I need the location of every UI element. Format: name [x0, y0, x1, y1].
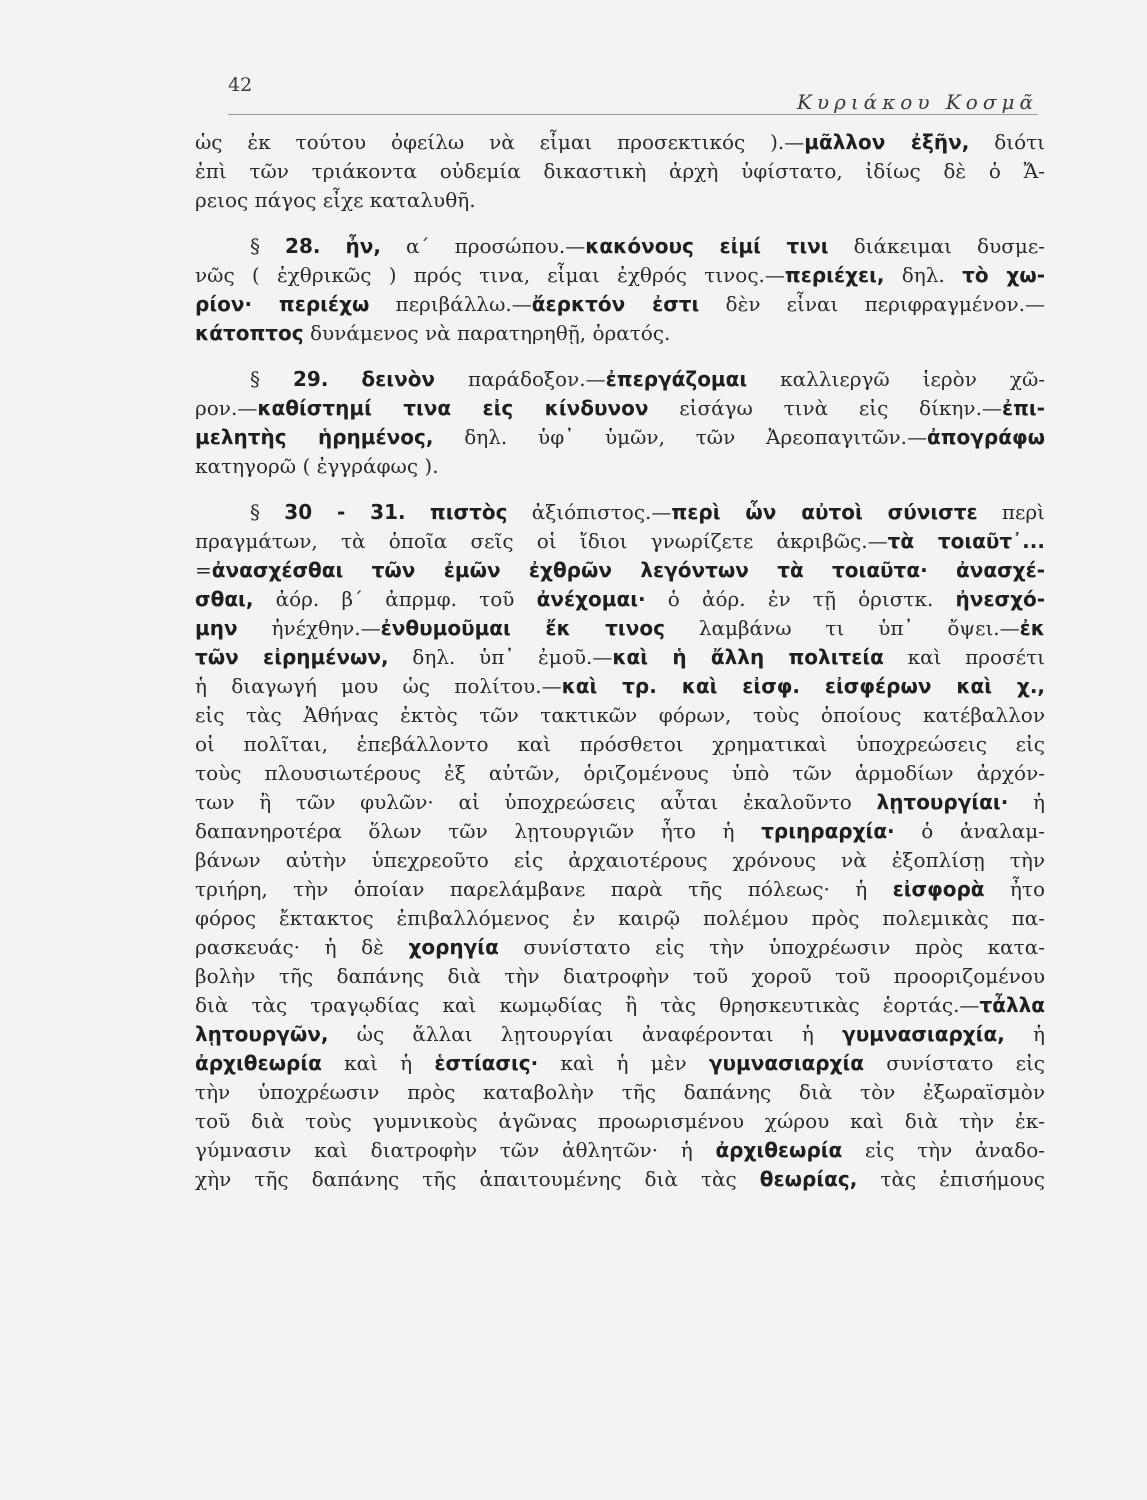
gloss-text: λαμβάνω τι ὑπ᾽ ὄψει.— [664, 616, 1020, 640]
text-line [195, 157, 1045, 186]
lemma-term: χορηγία [408, 935, 499, 959]
gloss-text: ρειος πάγος εἶχε καταλυθῆ. [195, 188, 476, 212]
gloss-text: δηλ. ὑπ᾽ ἐμοῦ.— [388, 645, 613, 669]
gloss-text: ρον.— [195, 396, 258, 420]
gloss-text: δαπανηροτέρα ὅλων τῶν λῃτουργιῶν ἦτο ἡ [195, 819, 762, 843]
lemma-term: ἠνεσχό- [955, 587, 1046, 611]
gloss-text: εἰς τὴν ἀναδο- [842, 1138, 1045, 1162]
text-line [195, 319, 1045, 348]
text-line [195, 788, 1045, 817]
text-line [195, 556, 1045, 585]
gloss-text: φόρος ἔκτακτος ἐπιβαλλόμενος ἐν καιρῷ πολέμου πρὸς πολεμικὰς πα- [195, 906, 1045, 930]
commentary-text [195, 128, 1045, 1194]
running-head: Κυριάκου Κοσμᾶ [796, 90, 1038, 114]
lemma-term: ρίον· περιέχω [195, 292, 370, 316]
text-line [195, 394, 1045, 423]
gloss-text: ὡς ἄλλαι λῃτουργίαι ἀναφέρονται ἡ [328, 1022, 843, 1046]
text-line [195, 730, 1045, 759]
lemma-term: γυμνασιαρχία [708, 1051, 864, 1075]
gloss-text: οἱ πολῖται, ἐπεβάλλοντο καὶ πρόσθετοι χρηματικαὶ ὑποχρεώσεις εἰς [195, 732, 1045, 756]
gloss-text: § [250, 500, 285, 524]
lemma-term: λῃτουργῶν, [195, 1022, 329, 1046]
text-line [195, 759, 1045, 788]
text-line [195, 1020, 1045, 1049]
text-line [195, 585, 1045, 614]
gloss-text: γύμνασιν καὶ διατροφὴν τῶν ἀθλητῶν· ἡ [195, 1138, 716, 1162]
gloss-text: ἡ [1008, 790, 1045, 814]
gloss-text: ὁ ἀναλαμ- [894, 819, 1045, 843]
gloss-text: χὴν τῆς δαπάνης τῆς ἀπαιτουμένης διὰ τὰς [195, 1167, 760, 1191]
gloss-text: διὰ τὰς τραγῳδίας καὶ κωμῳδίας ἢ τὰς θρησκευτικὰς ἑορτάς.— [195, 993, 980, 1017]
lemma-term: κακόνους εἰμί τινι [585, 234, 829, 258]
text-line [195, 875, 1045, 904]
text-line [195, 232, 1045, 261]
text-line [195, 527, 1045, 556]
gloss-text: ἦτο [984, 877, 1045, 901]
gloss-text: διάκειμαι δυσμε- [828, 234, 1046, 258]
gloss-text: ἀόρ. β΄ ἀπρμφ. τοῦ [253, 587, 537, 611]
gloss-text: καὶ ἡ μὲν [538, 1051, 709, 1075]
gloss-text: = [195, 558, 212, 582]
gloss-text: περὶ [977, 500, 1045, 524]
text-line [195, 846, 1045, 875]
lemma-term: ἐνθυμοῦμαι ἔκ τινος [380, 616, 665, 640]
gloss-text: περιβάλλω.— [369, 292, 532, 316]
lemma-term: ἀπογράφω [926, 425, 1045, 449]
text-line [195, 365, 1045, 394]
lemma-term: ἀρχιθεωρία [195, 1051, 322, 1075]
lemma-term: περιέχει, [784, 263, 885, 287]
gloss-text: νῶς ( ἐχθρικῶς ) πρός τινα, εἶμαι ἐχθρός τινος.— [195, 263, 785, 287]
gloss-text [328, 367, 361, 391]
text-line [195, 1136, 1045, 1165]
lemma-term: λῃτουργίαι· [876, 790, 1009, 814]
lemma-term: σθαι, [195, 587, 254, 611]
gloss-text: καὶ ἡ [321, 1051, 435, 1075]
gloss-text: § [250, 234, 286, 258]
text-line [195, 261, 1045, 290]
lemma-term: ἦν, [345, 234, 381, 258]
gloss-text: βάνων αὐτὴν ὑπεχρεοῦτο εἰς ἀρχαιοτέρους χρόνους νὰ ἐξοπλίσῃ τὴν [195, 848, 1045, 872]
lemma-term: ἐπεργάζομαι [605, 367, 748, 391]
gloss-text: καλλιεργῶ ἱερὸν χῶ- [747, 367, 1046, 391]
text-line [195, 614, 1045, 643]
lemma-term: τὸ χω- [962, 263, 1045, 287]
lemma-term: καθίστημί τινα εἰς κίνδυνον [257, 396, 649, 420]
gloss-text: κατηγορῶ ( ἐγγράφως ). [195, 454, 439, 478]
gloss-text: παράδοξον.— [435, 367, 606, 391]
lemma-term: ἄερκτόν ἐστι [531, 292, 700, 316]
text-line [195, 701, 1045, 730]
gloss-text: διότι [969, 130, 1046, 154]
lemma-term: γυμνασιαρχία, [842, 1022, 1005, 1046]
gloss-text: των ἢ τῶν φυλῶν· αἱ ὑποχρεώσεις αὗται ἐκαλοῦντο [195, 790, 877, 814]
text-line [195, 1165, 1045, 1194]
lemma-term: μην [195, 616, 238, 640]
gloss-text: ρασκευάς· ἡ δὲ [195, 935, 409, 959]
gloss-text: δηλ. [884, 263, 963, 287]
lemma-term: ἐπι- [1001, 396, 1045, 420]
gloss-text: συνίστατο εἰς τὴν ὑποχρέωσιν πρὸς κατα- [498, 935, 1046, 959]
gloss-text [406, 500, 430, 524]
text-line [195, 498, 1045, 527]
lemma-term: τριηραρχία· [761, 819, 895, 843]
gloss-text: εἰς τὰς Ἀθήνας ἐκτὸς τῶν τακτικῶν φόρων, τοὺς ὁποίους κατέβαλλον [195, 703, 1045, 727]
gloss-text: ἐπὶ τῶν τριάκοντα οὐδεμία δικαστικὴ ἀρχὴ ὑφίστατο, ἰδίως δὲ ὁ Ἄ- [195, 159, 1045, 183]
gloss-text: πραγμάτων, τὰ ὁποῖα σεῖς οἱ ἴδιοι γνωρίζετε ἀκριβῶς.— [195, 529, 888, 553]
lemma-term: 30 - 31. [284, 500, 406, 524]
text-line [195, 1049, 1045, 1078]
gloss-text: εἰσάγω τινὰ εἰς δίκην.— [648, 396, 1002, 420]
text-line [195, 817, 1045, 846]
lemma-term: δεινὸν [361, 367, 436, 391]
gloss-text: ἠνέχθην.— [237, 616, 381, 640]
text-line [195, 290, 1045, 319]
text-line [195, 423, 1045, 452]
gloss-text: § [250, 367, 293, 391]
text-line [195, 672, 1045, 701]
lemma-term: περὶ ὧν αὐτοὶ σύνιστε [671, 500, 978, 524]
gloss-text: δηλ. ὑφ᾽ ὑμῶν, τῶν Ἀρεοπαγιτῶν.— [433, 425, 927, 449]
lemma-term: καὶ ἡ ἄλλη πολιτεία [612, 645, 884, 669]
gloss-text: ἀξιόπιστος.— [507, 500, 672, 524]
gloss-text: τοὺς πλουσιωτέρους ἐξ αὐτῶν, ὁριζομένους ὑπὸ τῶν ἁρμοδίων ἀρχόν- [195, 761, 1045, 785]
lemma-term: ἀρχιθεωρία [715, 1138, 843, 1162]
text-line [195, 991, 1045, 1020]
lemma-term: μελητὴς ἡρημένος, [195, 425, 434, 449]
page-header [228, 68, 1038, 115]
lemma-term: κάτοπτος [195, 321, 304, 345]
gloss-text: ἡ διαγωγή μου ὡς πολίτου.— [195, 674, 562, 698]
gloss-text: δὲν εἶναι περιφραγμένον.— [699, 292, 1045, 316]
gloss-text: τὴν ὑποχρέωσιν πρὸς καταβολὴν τῆς δαπάνης διὰ τὸν ἐξωραϊσμὸν [195, 1080, 1045, 1104]
text-line [195, 452, 1045, 481]
lemma-term: 29. [292, 367, 329, 391]
text-line [195, 933, 1045, 962]
text-line [195, 1078, 1045, 1107]
lemma-term: καὶ τρ. καὶ εἰσφ. εἰσφέρων καὶ χ., [561, 674, 1046, 698]
gloss-text: καὶ προσέτι [883, 645, 1046, 669]
gloss-text: δυνάμενος νὰ παρατηρηθῇ, ὁρατός. [303, 321, 671, 345]
gloss-text: τὰς ἐπισήμους [857, 1167, 1045, 1191]
lemma-term: ἑστίασις· [434, 1051, 539, 1075]
lemma-term: ἀνέχομαι· [536, 587, 646, 611]
text-line [195, 128, 1045, 157]
text-line [195, 904, 1045, 933]
lemma-term: μᾶλλον ἐξῆν, [804, 130, 970, 154]
lemma-term: τῶν εἰρημένων, [195, 645, 389, 669]
gloss-text: ὡς ἐκ τούτου ὀφείλω νὰ εἶμαι προσεκτικός ).— [195, 130, 805, 154]
gloss-text: ἡ [1004, 1022, 1045, 1046]
lemma-term: εἰσφορὰ [892, 877, 985, 901]
lemma-term: τἆλλα [979, 993, 1045, 1017]
text-line [195, 962, 1045, 991]
gloss-text: τριήρη, τὴν ὁποίαν παρελάμβανε παρὰ τῆς πόλεως· ἡ [195, 877, 893, 901]
lemma-term: 28. [285, 234, 321, 258]
gloss-text: τοῦ διὰ τοὺς γυμνικοὺς ἀγῶνας προωρισμένου χώρου καὶ διὰ τὴν ἐκ- [195, 1109, 1045, 1133]
gloss-text: α΄ προσώπου.— [381, 234, 586, 258]
lemma-term: πιστὸς [429, 500, 508, 524]
text-line [195, 643, 1045, 672]
gloss-text: βολὴν τῆς δαπάνης διὰ τὴν διατροφὴν τοῦ χοροῦ τοῦ προοριζομένου [195, 964, 1045, 988]
gloss-text: συνίστατο εἰς [863, 1051, 1045, 1075]
gloss-text: ὁ ἀόρ. ἐν τῇ ὁριστκ. [645, 587, 956, 611]
page-number: 42 [228, 74, 253, 96]
lemma-term: τὰ τοιαῦτ᾽... [887, 529, 1045, 553]
lemma-term: ἐκ [1019, 616, 1046, 640]
text-line [195, 186, 1045, 215]
lemma-term: ἀνασχέσθαι τῶν ἐμῶν ἐχθρῶν λεγόντων τὰ τοιαῦτα· ἀνασχέ- [211, 558, 1045, 582]
lemma-term: θεωρίας, [759, 1167, 858, 1191]
text-line [195, 1107, 1045, 1136]
gloss-text [320, 234, 345, 258]
